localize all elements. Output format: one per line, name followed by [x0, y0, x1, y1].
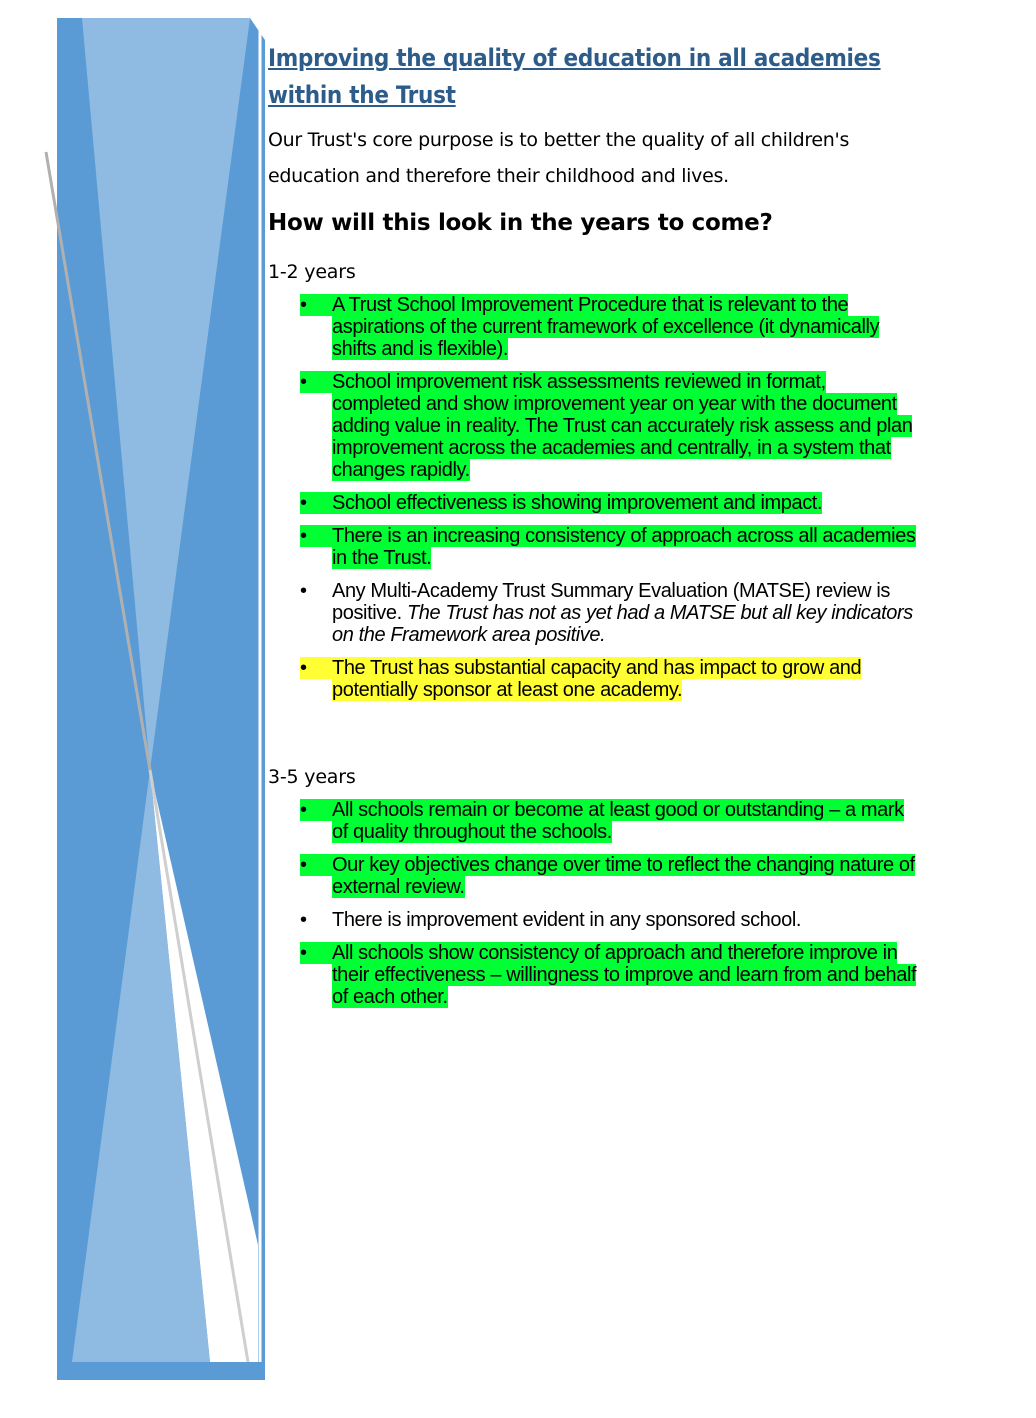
document-body — [268, 40, 918, 1019]
bullet-icon: • — [300, 371, 332, 393]
list-item: • All schools remain or become at least good or outstanding – a mark of quality throughout the schools. — [300, 799, 904, 843]
intro-paragraph: Our Trust's core purpose is to better the quality of all children's education and therefore their childhood and lives. — [268, 129, 850, 187]
list-item: • School effectiveness is showing improvement and impact. — [300, 492, 823, 514]
list-item: • There is improvement evident in any sponsored school. — [300, 909, 802, 931]
italic-note: The Trust has not as yet had a MATSE but all key indicators on the Framework area positive. — [332, 602, 913, 646]
bullet-icon: • — [300, 294, 332, 316]
bullet-icon: • — [300, 525, 332, 547]
list-item: • The Trust has substantial capacity and has impact to grow and potentially sponsor at least one academy. — [300, 657, 862, 701]
bullet-icon: • — [300, 799, 332, 821]
section-subheading: How will this look in the years to come? — [268, 210, 773, 236]
list-item: • School improvement risk assessments reviewed in format, completed and show improvement year on year with the document adding value in reality. The Trust can accurately risk assess and plan improvement across the academies and centrally, in a system that changes rapidly. — [300, 371, 913, 481]
bullet-icon: • — [300, 657, 332, 679]
objectives-list-3-5-years — [268, 799, 918, 1008]
bullet-icon: • — [300, 492, 332, 514]
bullet-icon: • — [300, 580, 307, 602]
list-item: • Any Multi-Academy Trust Summary Evaluation (MATSE) review is positive. The Trust has not as yet had a MATSE but all key indicators on the Framework area positive. — [300, 580, 913, 646]
list-item: • There is an increasing consistency of approach across all academies in the Trust. — [300, 525, 916, 569]
bullet-icon: • — [300, 909, 307, 931]
page-title: Improving the quality of education in all academies within the Trust — [268, 44, 881, 109]
list-item: • All schools show consistency of approach and therefore improve in their effectiveness – willingness to improve and learn from and behalf of each other. — [300, 942, 917, 1008]
objectives-list-1-2-years — [268, 294, 918, 701]
period-label-1-2-years: 1-2 years — [268, 261, 356, 283]
bullet-icon: • — [300, 942, 332, 964]
list-item: • A Trust School Improvement Procedure that is relevant to the aspirations of the current framework of excellence (it dynamically shifts and is flexible). — [300, 294, 880, 360]
list-item: • Our key objectives change over time to reflect the changing nature of external review. — [300, 854, 915, 898]
bullet-icon: • — [300, 854, 332, 876]
period-label-3-5-years: 3-5 years — [268, 766, 356, 788]
